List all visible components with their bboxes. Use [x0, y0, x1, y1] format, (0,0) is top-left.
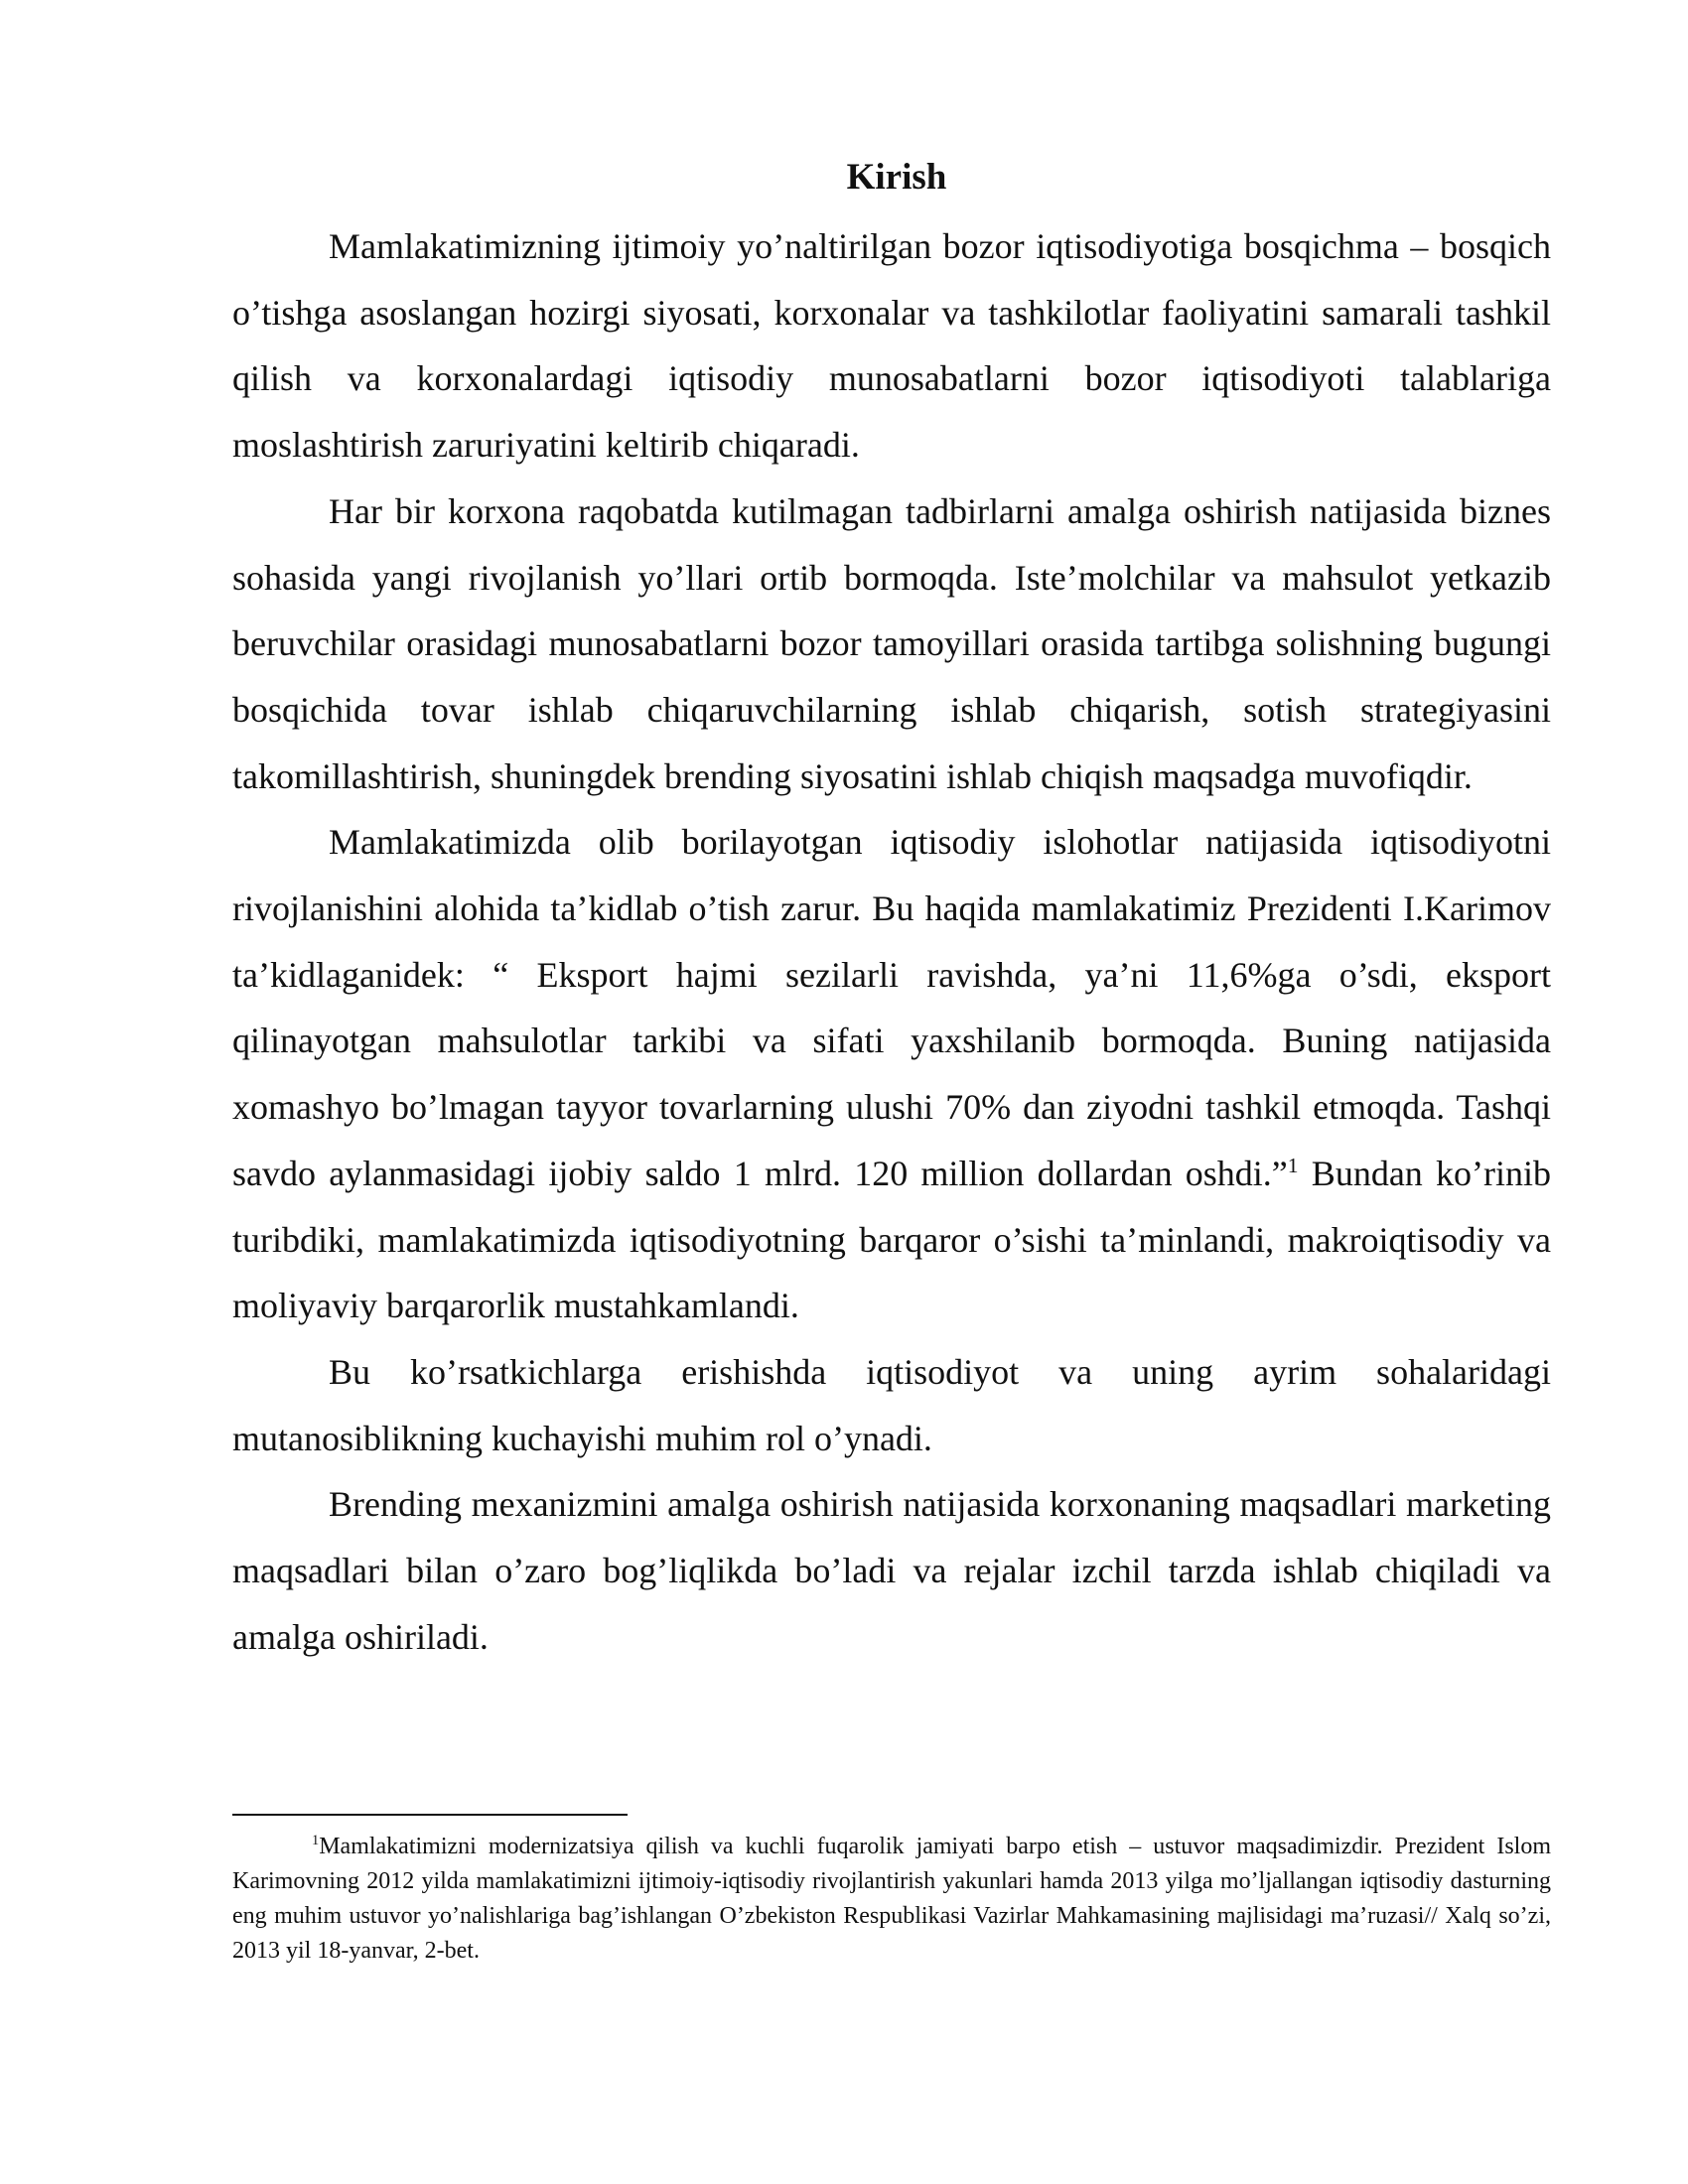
paragraph-3-text-after-ref: Bundan ko’rinib turibdiki, mamlakatimizda iqtisodiyotning barqaror o’sishi ta’minlandi, makroiqtisodiy va moliyaviy barqarorlik mustahkamlandi.	[232, 1153, 1551, 1326]
footnote	[232, 1830, 1551, 1969]
page-title: Kirish	[846, 157, 947, 198]
paragraph-3	[232, 809, 1551, 1339]
paragraph-5: Brending mexanizmini amalga oshirish natijasida korxonaning maqsadlari marketing maqsadlari bilan o’zaro bog’liqlikda bo’ladi va rejalar izchil tarzda ishlab chiqiladi va amalga oshiriladi.	[232, 1484, 1551, 1657]
paragraph-4: Bu ko’rsatkichlarga erishishda iqtisodiyot va uning ayrim sohalaridagi mutanosiblikning kuchayishi muhim rol o’ynadi.	[232, 1351, 1551, 1458]
footnote-text: Mamlakatimizni modernizatsiya qilish va kuchli fuqarolik jamiyati barpo etish – ustuvor maqsadimizdir. Prezident Islom Karimovning 2012 yilda mamlakatimizni ijtimoiy-iqtisodiy rivojlantirish yakunlari hamda 2013 yilga mo’ljallangan iqtisodiy dasturning eng muhim ustuvor yo’nalishlariga bag’ishlangan O’zbekiston Respublikasi Vazirlar Mahkamasining majlisidagi ma’ruzasi// Xalq so’zi, 2013 yil 18-yanvar, 2-bet.	[232, 1834, 1551, 1964]
document-body	[232, 213, 1551, 1670]
paragraph-2: Har bir korxona raqobatda kutilmagan tadbirlarni amalga oshirish natijasida biznes sohasida yangi rivojlanish yo’llari ortib bormoqda. Iste’molchilar va mahsulot yetkazib beruvchilar orasidagi munosabatlarni bozor tamoyillari orasida tartibga solishning bugungi bosqichida tovar ishlab chiqaruvchilarning ishlab chiqarish, sotish strategiyasini takomillashtirish, shuningdek brending siyosatini ishlab chiqish maqsadga muvofiqdir.	[232, 490, 1551, 796]
footnote-reference[interactable]: 1	[1287, 1153, 1299, 1177]
paragraph-1: Mamlakatimizning ijtimoiy yo’naltirilgan bozor iqtisodiyotiga bosqichma – bosqich o’tishga asoslangan hozirgi siyosati, korxonalar va tashkilotlar faoliyatini samarali tashkil qilish va korxonalardagi iqtisodiy munosabatlarni bozor iqtisodiyoti talablariga moslashtirish zaruriyatini keltirib chiqaradi.	[232, 226, 1551, 466]
paragraph-3-text-before-ref: Mamlakatimizda olib borilayotgan iqtisodiy islohotlar natijasida iqtisodiyotni rivojlanishini alohida ta’kidlab o’tish zarur. Bu haqida mamlakatimiz Prezidenti I.Karimov ta’kidlaganidek: “ Eksport hajmi sezilarli ravishda, ya’ni 11,6%ga o’sdi, eksport qilinayotgan mahsulotlar tarkibi va sifati yaxshilanib bormoqda. Buning natijasida xomashyo bo’lmagan tayyor tovarlarning ulushi 70% dan ziyodni tashkil etmoqda. Tashqi savdo aylanmasidagi ijobiy saldo 1 mlrd. 120 million dollardan oshdi.”	[232, 822, 1551, 1193]
footnote-separator	[232, 1814, 628, 1816]
footnote-marker: 1	[312, 1833, 320, 1848]
